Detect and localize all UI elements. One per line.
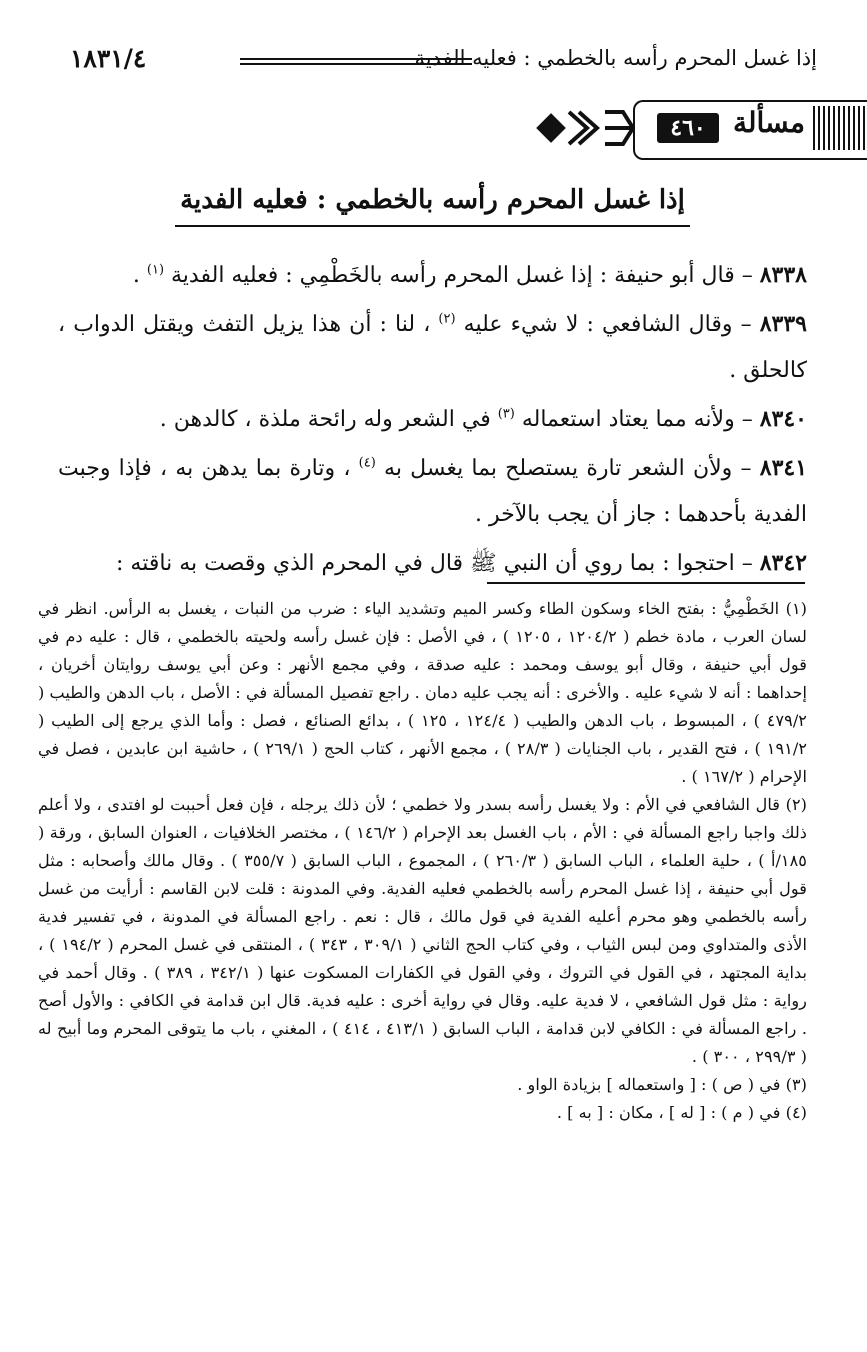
issue-ribbon xyxy=(535,100,867,156)
running-header xyxy=(70,44,817,80)
paragraph-text: . xyxy=(132,263,147,288)
paragraph-number: ٨٣٣٩ xyxy=(759,311,807,337)
body-text xyxy=(58,252,807,589)
paragraph-number: ٨٣٤١ xyxy=(759,455,808,481)
paragraph-text: ، لنا : أن هذا يزيل التفث ويقتل الدواب ، كالحلق . xyxy=(58,312,807,383)
header-double-rule xyxy=(240,58,472,65)
paragraph-number: ٨٣٤٠ xyxy=(759,406,807,432)
footnote-marker: (١) xyxy=(146,262,165,278)
issue-number: ٤٦٠ xyxy=(657,113,719,143)
issue-label: مسألة xyxy=(732,106,805,139)
title-underline xyxy=(175,225,690,227)
paragraph xyxy=(58,252,807,299)
ornament-icon xyxy=(535,104,635,152)
chapter-title: إذا غسل المحرم رأسه بالخطمي : فعليه الفدية xyxy=(180,185,685,215)
paragraph-text: – ولأن الشعر تارة يستصلح بما يغسل به xyxy=(384,456,752,481)
paragraph xyxy=(58,396,807,443)
paragraph-text: ، وتارة بما يدهن به ، فإذا وجبت الفدية بأحدهما : جاز أن يجب بالآخر . xyxy=(58,456,807,527)
ribbon-stripes xyxy=(813,106,867,150)
paragraph xyxy=(58,445,807,538)
footnote: (٣) في ( ص ) : [ واستعماله ] بزيادة الواو . xyxy=(517,1075,807,1094)
paragraph-text: – احتجوا : بما روي أن النبي ﷺ قال في المحرم الذي وقصت به ناقته : xyxy=(116,551,753,576)
footnote: (٢) قال الشافعي في الأم : ولا يغسل رأسه بسدر ولا خطمي ؛ لأن ذلك يرجله ، فإن فعل أحببت لو افتدى ، ولا أعلم ذلك واجبا راجع المسألة في : الأم ، باب الغسل بعد الإحرام ( ١٤٦/٢ ) ، مختصر الخلافيات ، العنوان السابق ، ورقة ( ١٨٥/أ ) ، حلية العلماء ، الباب السابق ( ٢٦٠/٣ ) ، المجموع ، الباب السابق ( ٣٥٥/٧ ) . وقال مالك وأصحابه : مثل قول أبي حنيفة ، إذا غسل المحرم رأسه بالخطمي فعليه الفدية. وفي المدونة : قلت لابن القاسم : أرأيت من غسل رأسه بالخطمي وهو محرم أعليه الفدية في قول مالك ، قال : نعم . راجع المسألة في المدونة ، في تفسير فدية الأذى والمتداوي ومن لبس الثياب ، وفي كتاب الحج الثاني ( ٣٠٩/١ ، ٣٤٣ ) ، المنتقى في غسل المحرم ( ١٩٤/٢ ) ، بداية المجتهد ، في القول في التروك ، وفي القول في الكفارات المسكوت عنها ( ٣٤٢/١ ، ٣٨٩ ) . وقال أحمد في رواية : مثل قول الشافعي ، لا فدية عليه. وقال في رواية أخرى : عليه فدية. قال ابن قدامة في الكافي : والأول أصح . راجع المسألة في : الكافي لابن قدامة ، الباب السابق ( ٤١٣/١ ، ٤١٤ ) ، المغني ، باب ما يتوقى المحرم وما أبيح له ( ٢٩٩/٣ ، ٣٠٠ ) . xyxy=(38,795,807,1066)
paragraph-number: ٨٣٣٨ xyxy=(759,262,807,288)
paragraph xyxy=(58,301,807,394)
paragraph xyxy=(58,540,807,587)
footnote-marker: (٢) xyxy=(438,311,456,327)
paragraph-text: في الشعر وله رائحة ملذة ، كالدهن . xyxy=(159,407,498,432)
paragraph-text: – قال أبو حنيفة : إذا غسل المحرم رأسه بالخَطْمِي : فعليه الفدية xyxy=(171,263,753,288)
footnote: (٤) في ( م ) : [ له ] ، مكان : [ به ] . xyxy=(556,1103,807,1122)
paragraph-text: – ولأنه مما يعتاد استعماله xyxy=(521,407,753,432)
chapter-heading xyxy=(175,185,690,227)
running-header-title: إذا غسل المحرم رأسه بالخطمي : فعليه الفدية xyxy=(414,46,817,70)
footnotes xyxy=(38,595,807,1127)
footnote: (١) الخَطْمِيُّ : بفتح الخاء وسكون الطاء وكسر الميم وتشديد الياء : ضرب من النبات ، يغسل به الرأس. انظر في لسان العرب ، مادة خطم ( ١٢٠٤/٢ ، ١٢٠٥ ) ، في الأصل : فإن غسل رأسه ولحيته بالخطمي ، قال : عليه دم في قول أبي حنيفة ، وقال أبو يوسف ومحمد : عليه صدقة ، وفي مجمع الأنهر : وعن أبي يوسف روايتان أخريان ، إحداهما : أنه لا شيء عليه . والأخرى : أنه يجب عليه دمان . راجع تفصيل المسألة في : الأصل ، باب الدهن والطيب ( ٤٧٩/٢ ) ، المبسوط ، باب الدهن والطيب ( ١٢٤/٤ ، ١٢٥ ) ، بدائع الصنائع ، فصل : وأما الذي يرجع إلى الطيب ( ١٩١/٢ ) ، فتح القدير ، باب الجنايات ( ٢٨/٣ ) ، مجمع الأنهر ، كتاب الحج ( ٢٦٩/١ ) ، حاشية ابن عابدين ، فصل في الإحرام ( ١٦٧/٢ ) . xyxy=(38,599,808,786)
paragraph-number: ٨٣٤٢ xyxy=(759,550,807,576)
footnote-marker: (٤) xyxy=(358,455,376,471)
footnote-separator xyxy=(487,582,805,584)
page-reference: ١٨٣١/٤ xyxy=(70,44,147,73)
footnote-marker: (٣) xyxy=(497,406,515,422)
paragraph-text: – وقال الشافعي : لا شيء عليه xyxy=(463,312,752,337)
